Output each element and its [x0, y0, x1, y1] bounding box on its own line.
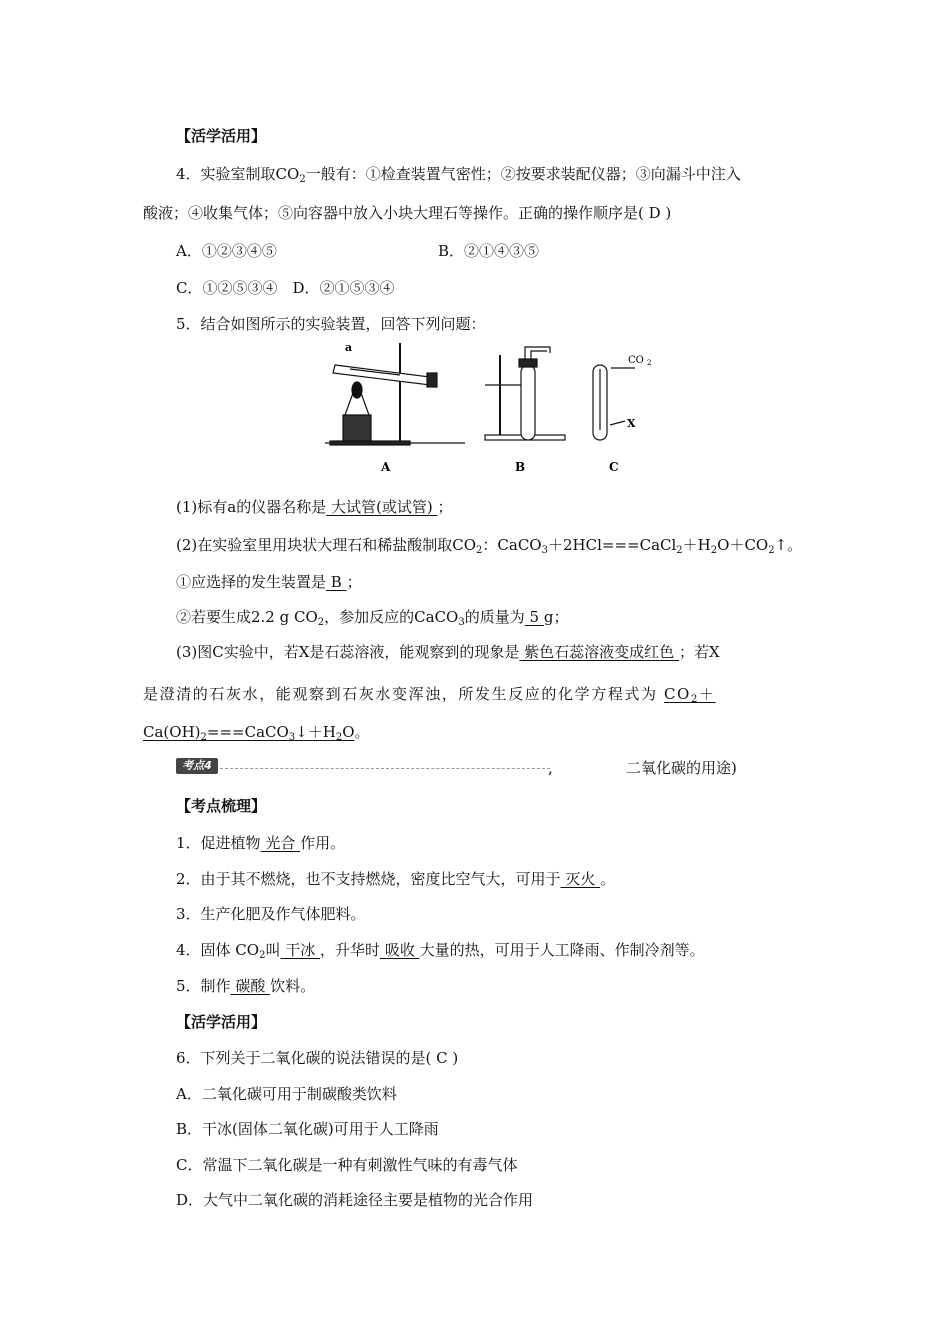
- label-A: A: [381, 460, 391, 474]
- q4-line2: 酸液；④收集气体；⑤向容器中放入小块大理石等操作。正确的操作顺序是( D ): [143, 204, 672, 222]
- q6-option-d: D．大气中二氧化碳的消耗途径主要是植物的光合作用: [176, 1191, 534, 1209]
- kp-item-1: 1．促进植物 光合 作用。: [176, 834, 346, 852]
- kp-item-3: 3．生产化肥及作气体肥料。: [176, 905, 366, 923]
- q5-part3-line1: (3)图C实验中，若X是石蕊溶液，能观察到的现象是 紫色石蕊溶液变成红色 ；若X: [176, 643, 720, 661]
- kp-item-4: 4．固体 $CO_2$叫 干冰 ，升华时 吸收 大量的热，可用于人工降雨、作制冷剂等。: [176, 941, 705, 961]
- answer-blank: B: [326, 573, 347, 591]
- kp-comma: ,: [548, 759, 553, 777]
- section-title-practice: 【活学活用】: [176, 127, 267, 145]
- label-co2: CO: [628, 355, 644, 366]
- q5-sub2: ②若要生成2.2 g $CO_2$，参加反应的CaCO$_3$的质量为 5 g；: [176, 608, 569, 628]
- q5-part3-line2: 是澄清的石灰水，能观察到石灰水变浑浊，所发生反应的化学方程式为 $CO_2+$: [143, 685, 716, 705]
- q5-stem: 5．结合如图所示的实验装置，回答下列问题：: [176, 315, 486, 333]
- answer-blank: 大试管(或试管): [326, 498, 438, 516]
- label-B: B: [515, 460, 526, 474]
- answer-blank: 碳酸: [230, 977, 271, 995]
- apparatus-figure: [325, 335, 665, 475]
- kp-item-5: 5．制作 碳酸 饮料。: [176, 977, 316, 995]
- answer-blank: 光合: [260, 834, 301, 852]
- q4-line1: 4．实验室制取$CO_2$一般有：①检查装置气密性；②按要求装配仪器；③向漏斗中注入: [176, 165, 741, 185]
- answer-blank: 灭火: [560, 870, 601, 888]
- kp-badge: 考点4: [176, 758, 218, 774]
- q5-sub1: ①应选择的发生装置是 B ；: [176, 573, 362, 591]
- q6-option-a: A．二氧化碳可用于制碳酸类饮料: [176, 1085, 397, 1103]
- answer-blank: 干冰: [280, 941, 321, 959]
- answer-blank: 5: [524, 608, 544, 626]
- kp-title: 二氧化碳的用途): [626, 759, 737, 777]
- kp-divider: [220, 768, 550, 769]
- q6-stem: 6．下列关于二氧化碳的说法错误的是( C ): [176, 1049, 459, 1067]
- q5-part3-line3: $Ca(OH)_2===CaCO_3↓+H_2O$。: [143, 723, 370, 743]
- label-a: a: [345, 341, 353, 354]
- answer-blank: $Ca(OH)_2===CaCO_3↓+H_2O$: [143, 723, 355, 743]
- q4-option-cd: C．①②⑤③④ D．②①⑤③④: [176, 279, 395, 297]
- label-x: X: [627, 417, 636, 430]
- answer-blank: $CO_2+$: [663, 685, 716, 705]
- answer-blank: 吸收: [380, 941, 420, 959]
- q6-option-b: B．干冰(固体二氧化碳)可用于人工降雨: [176, 1120, 439, 1138]
- q6-option-c: C．常温下二氧化碳是一种有刺激性气味的有毒气体: [176, 1156, 518, 1174]
- svg-text:2: 2: [647, 359, 652, 367]
- label-C: C: [609, 460, 619, 474]
- q5-part1: (1)标有a的仪器名称是 大试管(或试管) ；: [176, 498, 453, 516]
- q4-option-a: A．①②③④⑤: [176, 242, 277, 260]
- section-title-practice-2: 【活学活用】: [176, 1013, 267, 1031]
- section-title-review: 【考点梳理】: [176, 797, 267, 815]
- answer-blank: 紫色石蕊溶液变成红色: [519, 643, 679, 661]
- q4-option-b: B．②①④③⑤: [438, 242, 540, 260]
- q5-part2: (2)在实验室里用块状大理石和稀盐酸制取$CO_2$：$CaCO_3+2HCl===CaCl_2+H_2O+CO_2↑$。: [176, 536, 803, 556]
- kp-item-2: 2．由于其不燃烧，也不支持燃烧，密度比空气大，可用于 灭火 。: [176, 870, 616, 888]
